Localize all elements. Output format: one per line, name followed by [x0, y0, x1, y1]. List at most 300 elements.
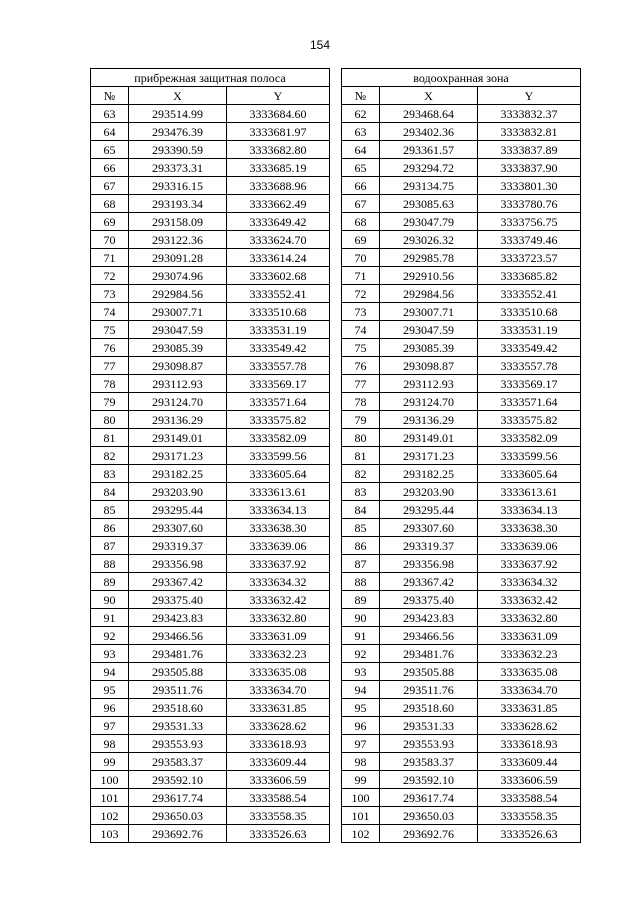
left-cell-number: 74: [91, 303, 129, 321]
right-cell-number: 81: [342, 447, 380, 465]
left-cell-y: 3333552.41: [227, 285, 330, 303]
right-cell-x: 293402.36: [380, 123, 478, 141]
column-gap: [330, 645, 342, 663]
coordinates-table: [90, 68, 581, 843]
table-row: [91, 627, 581, 645]
right-cell-x: 293182.25: [380, 465, 478, 483]
left-cell-number: 70: [91, 231, 129, 249]
right-cell-y: 3333638.30: [478, 519, 581, 537]
right-cell-y: 3333613.61: [478, 483, 581, 501]
column-gap: [330, 411, 342, 429]
column-gap: [330, 681, 342, 699]
table-row: [91, 483, 581, 501]
table-row: [91, 789, 581, 807]
left-cell-y: 3333609.44: [227, 753, 330, 771]
left-cell-number: 97: [91, 717, 129, 735]
left-cell-number: 99: [91, 753, 129, 771]
left-cell-y: 3333639.06: [227, 537, 330, 555]
left-cell-x: 293098.87: [129, 357, 227, 375]
column-gap: [330, 69, 342, 87]
left-cell-number: 85: [91, 501, 129, 519]
right-cell-number: 82: [342, 465, 380, 483]
column-gap: [330, 699, 342, 717]
right-header-number: №: [342, 87, 380, 105]
right-cell-x: 293136.29: [380, 411, 478, 429]
left-cell-number: 66: [91, 159, 129, 177]
left-cell-y: 3333613.61: [227, 483, 330, 501]
right-header-x: X: [380, 87, 478, 105]
right-cell-y: 3333569.17: [478, 375, 581, 393]
right-cell-y: 3333749.46: [478, 231, 581, 249]
right-cell-number: 98: [342, 753, 380, 771]
table-row: [91, 321, 581, 339]
left-cell-x: 293511.76: [129, 681, 227, 699]
right-cell-x: 293307.60: [380, 519, 478, 537]
column-gap: [330, 789, 342, 807]
right-cell-y: 3333635.08: [478, 663, 581, 681]
left-cell-x: 293319.37: [129, 537, 227, 555]
column-gap: [330, 501, 342, 519]
left-cell-x: 292984.56: [129, 285, 227, 303]
left-cell-number: 71: [91, 249, 129, 267]
right-cell-number: 67: [342, 195, 380, 213]
column-gap: [330, 627, 342, 645]
column-gap: [330, 807, 342, 825]
left-cell-x: 293182.25: [129, 465, 227, 483]
table-row: [91, 807, 581, 825]
table-row: [91, 411, 581, 429]
right-cell-number: 102: [342, 825, 380, 843]
column-gap: [330, 213, 342, 231]
right-cell-number: 70: [342, 249, 380, 267]
right-cell-y: 3333637.92: [478, 555, 581, 573]
table-row: [91, 519, 581, 537]
left-cell-y: 3333569.17: [227, 375, 330, 393]
right-cell-y: 3333723.57: [478, 249, 581, 267]
table-row: [91, 267, 581, 285]
column-gap: [330, 159, 342, 177]
right-cell-number: 93: [342, 663, 380, 681]
left-cell-x: 293514.99: [129, 105, 227, 123]
left-cell-number: 76: [91, 339, 129, 357]
right-cell-x: 293553.93: [380, 735, 478, 753]
left-cell-number: 102: [91, 807, 129, 825]
right-cell-y: 3333631.85: [478, 699, 581, 717]
left-cell-x: 293085.39: [129, 339, 227, 357]
column-gap: [330, 321, 342, 339]
left-cell-y: 3333632.23: [227, 645, 330, 663]
left-cell-y: 3333599.56: [227, 447, 330, 465]
left-cell-x: 293505.88: [129, 663, 227, 681]
right-cell-x: 293294.72: [380, 159, 478, 177]
column-gap: [330, 177, 342, 195]
table-row: [91, 501, 581, 519]
left-cell-number: 67: [91, 177, 129, 195]
left-cell-y: 3333682.80: [227, 141, 330, 159]
left-cell-y: 3333681.97: [227, 123, 330, 141]
column-gap: [330, 375, 342, 393]
right-cell-y: 3333609.44: [478, 753, 581, 771]
column-gap: [330, 429, 342, 447]
left-cell-x: 293112.93: [129, 375, 227, 393]
right-cell-x: 293531.33: [380, 717, 478, 735]
table-row: [91, 753, 581, 771]
right-cell-x: 292985.78: [380, 249, 478, 267]
left-cell-x: 293203.90: [129, 483, 227, 501]
right-cell-number: 87: [342, 555, 380, 573]
column-gap: [330, 771, 342, 789]
left-cell-number: 88: [91, 555, 129, 573]
left-cell-x: 293466.56: [129, 627, 227, 645]
column-gap: [330, 285, 342, 303]
right-cell-x: 293692.76: [380, 825, 478, 843]
column-gap: [330, 825, 342, 843]
left-cell-y: 3333510.68: [227, 303, 330, 321]
right-cell-x: 293295.44: [380, 501, 478, 519]
left-cell-x: 293583.37: [129, 753, 227, 771]
left-cell-number: 86: [91, 519, 129, 537]
right-cell-y: 3333549.42: [478, 339, 581, 357]
right-cell-x: 293468.64: [380, 105, 478, 123]
table-row: [91, 213, 581, 231]
table-row: [91, 771, 581, 789]
right-cell-x: 293592.10: [380, 771, 478, 789]
left-cell-y: 3333637.92: [227, 555, 330, 573]
left-cell-number: 68: [91, 195, 129, 213]
column-gap: [330, 717, 342, 735]
right-cell-y: 3333801.30: [478, 177, 581, 195]
right-cell-number: 80: [342, 429, 380, 447]
left-cell-number: 72: [91, 267, 129, 285]
right-cell-number: 75: [342, 339, 380, 357]
table-row: [91, 609, 581, 627]
column-gap: [330, 753, 342, 771]
right-cell-number: 88: [342, 573, 380, 591]
right-cell-number: 79: [342, 411, 380, 429]
right-cell-number: 73: [342, 303, 380, 321]
table-row: [91, 555, 581, 573]
left-cell-x: 293476.39: [129, 123, 227, 141]
right-cell-number: 94: [342, 681, 380, 699]
page-number: 154: [309, 38, 331, 52]
right-cell-number: 100: [342, 789, 380, 807]
left-cell-number: 65: [91, 141, 129, 159]
right-cell-number: 91: [342, 627, 380, 645]
column-gap: [330, 735, 342, 753]
column-gap: [330, 303, 342, 321]
right-cell-x: 292910.56: [380, 267, 478, 285]
right-cell-number: 66: [342, 177, 380, 195]
table-row: [91, 375, 581, 393]
table-row: [91, 735, 581, 753]
title-row: [91, 69, 581, 87]
right-cell-x: 293423.83: [380, 609, 478, 627]
column-gap: [330, 519, 342, 537]
table-row: [91, 159, 581, 177]
right-cell-x: 293203.90: [380, 483, 478, 501]
right-cell-y: 3333605.64: [478, 465, 581, 483]
left-cell-x: 293074.96: [129, 267, 227, 285]
column-gap: [330, 609, 342, 627]
left-cell-x: 293481.76: [129, 645, 227, 663]
right-cell-number: 92: [342, 645, 380, 663]
table-row: [91, 699, 581, 717]
right-cell-number: 69: [342, 231, 380, 249]
left-cell-y: 3333685.19: [227, 159, 330, 177]
column-gap: [330, 105, 342, 123]
right-cell-number: 74: [342, 321, 380, 339]
right-cell-number: 77: [342, 375, 380, 393]
right-cell-y: 3333634.32: [478, 573, 581, 591]
right-cell-x: 293319.37: [380, 537, 478, 555]
right-cell-x: 293085.39: [380, 339, 478, 357]
column-gap: [330, 447, 342, 465]
left-cell-number: 89: [91, 573, 129, 591]
left-cell-y: 3333635.08: [227, 663, 330, 681]
left-cell-y: 3333631.85: [227, 699, 330, 717]
right-cell-y: 3333526.63: [478, 825, 581, 843]
left-header-x: X: [129, 87, 227, 105]
right-cell-number: 68: [342, 213, 380, 231]
table-row: [91, 195, 581, 213]
column-gap: [330, 465, 342, 483]
left-cell-y: 3333531.19: [227, 321, 330, 339]
right-cell-number: 99: [342, 771, 380, 789]
left-cell-y: 3333662.49: [227, 195, 330, 213]
left-cell-y: 3333571.64: [227, 393, 330, 411]
left-cell-number: 95: [91, 681, 129, 699]
left-cell-y: 3333632.42: [227, 591, 330, 609]
left-cell-y: 3333558.35: [227, 807, 330, 825]
right-cell-y: 3333756.75: [478, 213, 581, 231]
right-cell-number: 72: [342, 285, 380, 303]
left-cell-x: 293171.23: [129, 447, 227, 465]
column-gap: [330, 537, 342, 555]
table-row: [91, 231, 581, 249]
left-table-title: прибрежная защитная полоса: [91, 69, 330, 87]
column-gap: [330, 573, 342, 591]
table-row: [91, 447, 581, 465]
right-cell-x: 293149.01: [380, 429, 478, 447]
right-cell-y: 3333628.62: [478, 717, 581, 735]
column-gap: [330, 483, 342, 501]
table-row: [91, 465, 581, 483]
table-row: [91, 645, 581, 663]
left-cell-x: 293617.74: [129, 789, 227, 807]
table-row: [91, 105, 581, 123]
left-cell-x: 293124.70: [129, 393, 227, 411]
header-row: [91, 87, 581, 105]
left-cell-x: 293650.03: [129, 807, 227, 825]
left-cell-number: 63: [91, 105, 129, 123]
right-cell-y: 3333557.78: [478, 357, 581, 375]
left-cell-number: 98: [91, 735, 129, 753]
right-cell-x: 293481.76: [380, 645, 478, 663]
right-cell-number: 95: [342, 699, 380, 717]
left-cell-number: 91: [91, 609, 129, 627]
right-cell-x: 293085.63: [380, 195, 478, 213]
right-cell-x: 293617.74: [380, 789, 478, 807]
right-cell-number: 65: [342, 159, 380, 177]
left-cell-y: 3333582.09: [227, 429, 330, 447]
left-cell-y: 3333688.96: [227, 177, 330, 195]
left-cell-x: 293390.59: [129, 141, 227, 159]
left-cell-x: 293122.36: [129, 231, 227, 249]
left-cell-y: 3333557.78: [227, 357, 330, 375]
column-gap: [330, 393, 342, 411]
right-cell-x: 293361.57: [380, 141, 478, 159]
right-cell-number: 83: [342, 483, 380, 501]
right-cell-y: 3333571.64: [478, 393, 581, 411]
left-cell-number: 87: [91, 537, 129, 555]
right-cell-y: 3333618.93: [478, 735, 581, 753]
left-cell-y: 3333684.60: [227, 105, 330, 123]
table-row: [91, 537, 581, 555]
table-row: [91, 339, 581, 357]
left-cell-x: 293553.93: [129, 735, 227, 753]
right-cell-number: 90: [342, 609, 380, 627]
left-cell-number: 82: [91, 447, 129, 465]
right-cell-number: 89: [342, 591, 380, 609]
left-cell-x: 293193.34: [129, 195, 227, 213]
right-cell-x: 293112.93: [380, 375, 478, 393]
left-cell-number: 83: [91, 465, 129, 483]
table-row: [91, 357, 581, 375]
column-gap: [330, 249, 342, 267]
right-cell-y: 3333685.82: [478, 267, 581, 285]
left-cell-y: 3333575.82: [227, 411, 330, 429]
left-cell-y: 3333549.42: [227, 339, 330, 357]
left-cell-number: 79: [91, 393, 129, 411]
left-header-y: Y: [227, 87, 330, 105]
right-cell-y: 3333558.35: [478, 807, 581, 825]
left-cell-number: 77: [91, 357, 129, 375]
left-cell-number: 100: [91, 771, 129, 789]
right-cell-number: 76: [342, 357, 380, 375]
right-cell-y: 3333832.81: [478, 123, 581, 141]
left-cell-x: 293295.44: [129, 501, 227, 519]
left-cell-x: 293367.42: [129, 573, 227, 591]
left-cell-x: 293047.59: [129, 321, 227, 339]
left-cell-number: 81: [91, 429, 129, 447]
right-cell-x: 293047.79: [380, 213, 478, 231]
column-gap: [330, 141, 342, 159]
right-cell-number: 64: [342, 141, 380, 159]
column-gap: [330, 339, 342, 357]
left-cell-y: 3333606.59: [227, 771, 330, 789]
left-cell-number: 80: [91, 411, 129, 429]
right-cell-y: 3333632.42: [478, 591, 581, 609]
left-cell-x: 293149.01: [129, 429, 227, 447]
right-cell-x: 293650.03: [380, 807, 478, 825]
right-cell-y: 3333634.70: [478, 681, 581, 699]
left-cell-y: 3333649.42: [227, 213, 330, 231]
left-cell-x: 293007.71: [129, 303, 227, 321]
left-cell-y: 3333618.93: [227, 735, 330, 753]
right-cell-number: 85: [342, 519, 380, 537]
table-row: [91, 717, 581, 735]
left-cell-number: 93: [91, 645, 129, 663]
right-cell-y: 3333582.09: [478, 429, 581, 447]
right-cell-y: 3333599.56: [478, 447, 581, 465]
table-row: [91, 825, 581, 843]
right-cell-x: 293134.75: [380, 177, 478, 195]
right-cell-y: 3333575.82: [478, 411, 581, 429]
right-cell-x: 293356.98: [380, 555, 478, 573]
table-row: [91, 591, 581, 609]
right-cell-y: 3333606.59: [478, 771, 581, 789]
left-cell-number: 73: [91, 285, 129, 303]
left-cell-number: 96: [91, 699, 129, 717]
left-cell-x: 293316.15: [129, 177, 227, 195]
table-row: [91, 393, 581, 411]
column-gap: [330, 267, 342, 285]
right-cell-y: 3333639.06: [478, 537, 581, 555]
left-cell-y: 3333634.13: [227, 501, 330, 519]
column-gap: [330, 195, 342, 213]
right-cell-x: 293505.88: [380, 663, 478, 681]
left-cell-y: 3333634.32: [227, 573, 330, 591]
column-gap: [330, 231, 342, 249]
right-cell-number: 101: [342, 807, 380, 825]
right-cell-y: 3333837.89: [478, 141, 581, 159]
right-cell-number: 63: [342, 123, 380, 141]
left-cell-x: 293592.10: [129, 771, 227, 789]
left-cell-y: 3333526.63: [227, 825, 330, 843]
right-cell-y: 3333510.68: [478, 303, 581, 321]
left-cell-x: 293423.83: [129, 609, 227, 627]
left-cell-number: 92: [91, 627, 129, 645]
left-cell-number: 103: [91, 825, 129, 843]
right-cell-x: 293367.42: [380, 573, 478, 591]
column-gap: [330, 555, 342, 573]
right-cell-x: 293171.23: [380, 447, 478, 465]
left-cell-number: 94: [91, 663, 129, 681]
table-row: [91, 681, 581, 699]
right-cell-x: 293047.59: [380, 321, 478, 339]
column-gap: [330, 87, 342, 105]
table-row: [91, 177, 581, 195]
left-cell-number: 69: [91, 213, 129, 231]
column-gap: [330, 663, 342, 681]
right-cell-number: 84: [342, 501, 380, 519]
column-gap: [330, 357, 342, 375]
left-cell-x: 293307.60: [129, 519, 227, 537]
right-cell-x: 293007.71: [380, 303, 478, 321]
right-cell-y: 3333631.09: [478, 627, 581, 645]
right-cell-y: 3333552.41: [478, 285, 581, 303]
left-cell-y: 3333628.62: [227, 717, 330, 735]
table-row: [91, 123, 581, 141]
left-cell-number: 75: [91, 321, 129, 339]
left-cell-y: 3333638.30: [227, 519, 330, 537]
right-cell-y: 3333588.54: [478, 789, 581, 807]
left-cell-y: 3333588.54: [227, 789, 330, 807]
left-cell-x: 293158.09: [129, 213, 227, 231]
left-cell-x: 293531.33: [129, 717, 227, 735]
right-cell-y: 3333832.37: [478, 105, 581, 123]
table-row: [91, 249, 581, 267]
right-cell-y: 3333780.76: [478, 195, 581, 213]
right-cell-x: 292984.56: [380, 285, 478, 303]
right-cell-x: 293511.76: [380, 681, 478, 699]
right-cell-number: 86: [342, 537, 380, 555]
right-cell-number: 97: [342, 735, 380, 753]
left-cell-y: 3333624.70: [227, 231, 330, 249]
column-gap: [330, 123, 342, 141]
left-cell-y: 3333602.68: [227, 267, 330, 285]
right-cell-y: 3333837.90: [478, 159, 581, 177]
